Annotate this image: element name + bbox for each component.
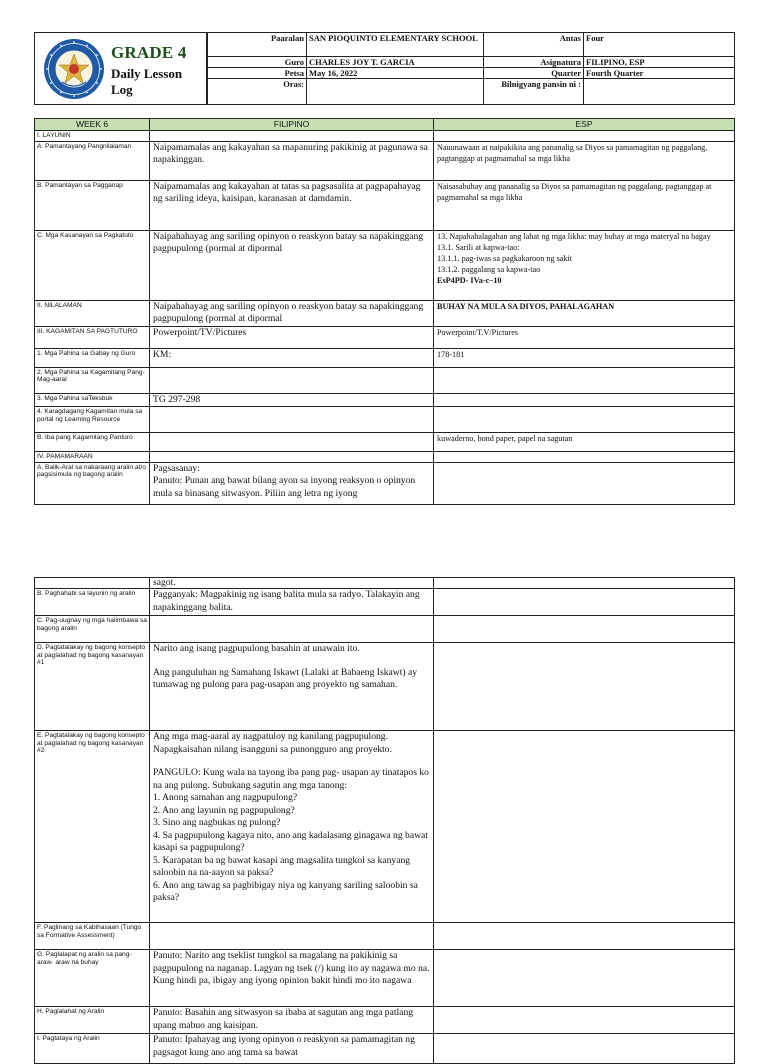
row-label: 2. Mga Pahina sa Kagamitang Pang- Mag-aaral	[35, 367, 150, 393]
paaralan-label: Paaralan	[208, 33, 307, 57]
table-row	[35, 1007, 735, 1034]
row-label: C. Mga Kasanayan sa Pagkatuto	[35, 230, 150, 300]
row-label: G. Paglalapat ng aralin sa pang-araw- araw na buhay	[35, 950, 150, 1007]
header-brand	[34, 32, 207, 105]
lesson-table-1	[34, 118, 735, 505]
quarter-label: Quarter	[484, 68, 584, 79]
table-row	[35, 300, 735, 326]
esp-line: 13.1. Sarili at kapwa-tao:	[437, 242, 520, 252]
table-row	[35, 950, 735, 1007]
esp-cell: Nauunawaan at naipakikita ang pananalig sa Diyos sa pamamagitan ng paggalang, pagtanggap at pagmamahal sa mga likha	[434, 141, 735, 180]
table-row	[35, 141, 735, 180]
table-row	[35, 589, 735, 616]
esp-cell: BUHAY NA MULA SA DIYOS, PAHALAGAHAN	[434, 300, 735, 326]
esp-cell: Naisasabuhay ang pananalig sa Diyos sa pamamagitan ng paggalang, pagtanggap at pagmamahal sa mga likha	[434, 180, 735, 230]
table-row	[35, 462, 735, 504]
antas-label: Antas	[484, 33, 584, 57]
row-label: III. KAGAMITAN SA PAGTUTURO	[35, 326, 150, 348]
table-row	[35, 326, 735, 348]
esp-cell: 178-181	[434, 348, 735, 367]
filipino-cell: Powerpoint/TV/Pictures	[150, 326, 434, 348]
petsa-value: May 16, 2022	[307, 68, 484, 79]
fil-paragraph: PANGULO: Kung wala na tayong iba pang pag- usapan ay tinatapos ko na ang pulong. Subukang sagutin ang mga tanong: 1. Anong samahan ang nagpupulong? 2. Ano ang layunin ng pagpupulong? 3. Sino ang nagbukas ng pulong? 4. Sa pagpupulong kagaya nito, ano ang kadalasang ginagawa ng bawat kasapi sa pagpupulong? 5. Karapatan ba ng bawat kasapi ang magsalita tungkol sa kanyang saloobin na na-aayon sa paksa? 6. Ano ang tawag sa pagbibigay niya ng kanyang sariling saloobin sa paksa?	[153, 767, 429, 903]
week-header-row	[35, 119, 735, 131]
filipino-cell: TG 297-298	[150, 393, 434, 407]
week-label: WEEK 6	[35, 119, 150, 131]
filipino-cell: Naipahahayag ang sariling opinyon o reaskyon batay sa napakinggang pagpupulong (pormal at dipormal	[150, 230, 434, 300]
esp-cell: Powerpoint/T.V/Pictures	[434, 326, 735, 348]
row-label: C. Pag-uugnay ng mga halimbawa sa bagong aralin	[35, 616, 150, 643]
table-row	[35, 348, 735, 367]
esp-line: 13. Napahahalagahan ang lahat ng mga likha: may buhay at mga materyal na bagay	[437, 231, 711, 241]
row-label: B. Pamantayan sa Pagganap	[35, 180, 150, 230]
row-label: IV. PAMAMARAAN	[35, 452, 150, 463]
quarter-value: Fourth Quarter	[584, 68, 735, 79]
esp-heading: ESP	[434, 119, 735, 131]
row-label: F. Paglinang sa Kabihasaan (Tungo sa Formative Assessment)	[35, 923, 150, 950]
table-row	[35, 367, 735, 393]
esp-code: EsP4PD- IVa-c–10	[437, 275, 502, 285]
antas-value: Four	[584, 33, 735, 57]
filipino-cell: Panuto: Narito ang tseklist tungkol sa magalang na pakikinig sa pagpupulong na naganap. Lagyan ng tsek (/) kung ito ay nagawa mo na. Kung hindi pa, ibigay ang iyong opinion bakit hindi mo ito nagawa	[150, 950, 434, 1007]
table-row	[35, 131, 735, 142]
row-label: D. Pagtatalakay ng bagong konsepto at paglalahad ng bagong kasanayan #1	[35, 643, 150, 731]
table-row	[35, 643, 735, 731]
esp-line: 13.1.1. pag-iwas sa pagkakaroon ng sakit	[437, 253, 573, 263]
fil-paragraph: Ang mga mag-aaral ay nagpatuloy ng kanilang pagpupulong. Napagkaisahan nilang isangguni sa punongguro ang proyekto.	[153, 731, 392, 755]
fil-paragraph: Ang panguluhan ng Samahang Iskawt (Lalaki at Babaeng Iskawt) ay tumawag ng pulong para pag-usapan ang proyekto ng samahan.	[153, 666, 418, 690]
lesson-table-2	[34, 577, 735, 1064]
table-row	[35, 393, 735, 407]
asignatura-value: FILIPINO, ESP	[584, 57, 735, 68]
filipino-heading: FILIPINO	[150, 119, 434, 131]
asignatura-label: Asignatura	[484, 57, 584, 68]
oras-value	[307, 79, 484, 105]
fil-paragraph: Narito ang isang pagpupulong basahin at unawain ito.	[153, 643, 360, 654]
row-label: B. Iba pang Kagamitang Panturo	[35, 433, 150, 452]
petsa-label: Petsa	[208, 68, 307, 79]
filipino-cell: Naipahahayag ang sariling opinyon o reaskyon batay sa napakinggang pagpupulong (pormal at dipormal	[150, 300, 434, 326]
row-label: I. LAYUNIN	[35, 131, 150, 142]
filipino-cell	[150, 462, 434, 504]
table-row	[35, 230, 735, 300]
filipino-cell: KM:	[150, 348, 434, 367]
paaralan-value: SAN PIOQUINTO ELEMENTARY SCHOOL	[307, 33, 484, 57]
esp-line: 13.1.2. paggalang sa kapwa-tao	[437, 264, 541, 274]
row-label: II. NILALAMAN	[35, 300, 150, 326]
bilang-label: Bilnigyang pansin ni :	[484, 79, 584, 105]
filipino-cell	[150, 643, 434, 731]
table-row	[35, 180, 735, 230]
fil-line: Panuto: Punan ang bawat bilang ayon sa inyong reaksyon o opinyon mula sa binasang sitwasyon. Piliin ang letra ng iyong	[153, 475, 416, 499]
row-label: H. Paglalahat ng Aralin	[35, 1007, 150, 1034]
guro-label: Guro	[208, 57, 307, 68]
esp-cell	[434, 230, 735, 300]
row-label: A. Balik-Aral sa nakaraang aralin at/o pagsisimula ng bagong aralin	[35, 462, 150, 504]
table-row	[35, 407, 735, 433]
filipino-cell: sagot.	[150, 578, 434, 589]
fil-line: Pagsasanay:	[153, 462, 200, 474]
table-row	[35, 433, 735, 452]
table-row	[35, 452, 735, 463]
oras-label: Oras:	[208, 79, 307, 105]
grade-title: GRADE 4	[111, 43, 187, 62]
filipino-cell: Panuto: Basahin ang sitwasyon sa ibaba at sagutan ang mga patlang upang mabuo ang kaisipan.	[150, 1007, 434, 1034]
row-label: A. Pamantayang Pangnilalaman	[35, 141, 150, 180]
row-label: E. Pagtatalakay ng bagong konsepto at paglalahad ng bagong kasanayan #2	[35, 731, 150, 923]
bilang-value	[584, 79, 735, 105]
deped-seal-icon	[43, 38, 105, 100]
table-row	[35, 578, 735, 589]
filipino-cell	[150, 731, 434, 923]
esp-cell: kuwaderno, bond paper, papel na sagutan	[434, 433, 735, 452]
guro-value: CHARLES JOY T. GARCIA	[307, 57, 484, 68]
filipino-cell: Pagganyak: Magpakinig ng isang balita mula sa radyo. Talakayin ang napakinggang balita.	[150, 589, 434, 616]
table-row	[35, 923, 735, 950]
table-row	[35, 731, 735, 923]
table-row	[35, 1034, 735, 1064]
filipino-cell: Naipamamalas ang kakayahan at tatas sa pagsasalita at pagpapahayag ng sariling ideya, kaisipan, karanasan at damdamin.	[150, 180, 434, 230]
info-table	[207, 32, 735, 105]
row-label: 1. Mga Pahina sa Gabay ng Guro	[35, 348, 150, 367]
row-label: 4. Karagdagang Kagamitan mula sa portal ng Learning Resource	[35, 407, 150, 433]
row-label: 3. Mga Pahina saTeksbuk	[35, 393, 150, 407]
filipino-cell: Naipamamalas ang kakayahan sa mapanuring pakikinig at pagunawa sa napakinggan.	[150, 141, 434, 180]
row-label: I. Pagtataya ng Aralin	[35, 1034, 150, 1064]
document-title: Daily Lesson Log	[111, 66, 183, 97]
table-row	[35, 616, 735, 643]
row-label: B. Paghahabi sa layunin ng aralin	[35, 589, 150, 616]
filipino-cell: Panuto: Ipahayag ang iyong opinyon o reaskyon sa pamamagitan ng pagsagot kung ano ang tama sa bawat	[150, 1034, 434, 1064]
